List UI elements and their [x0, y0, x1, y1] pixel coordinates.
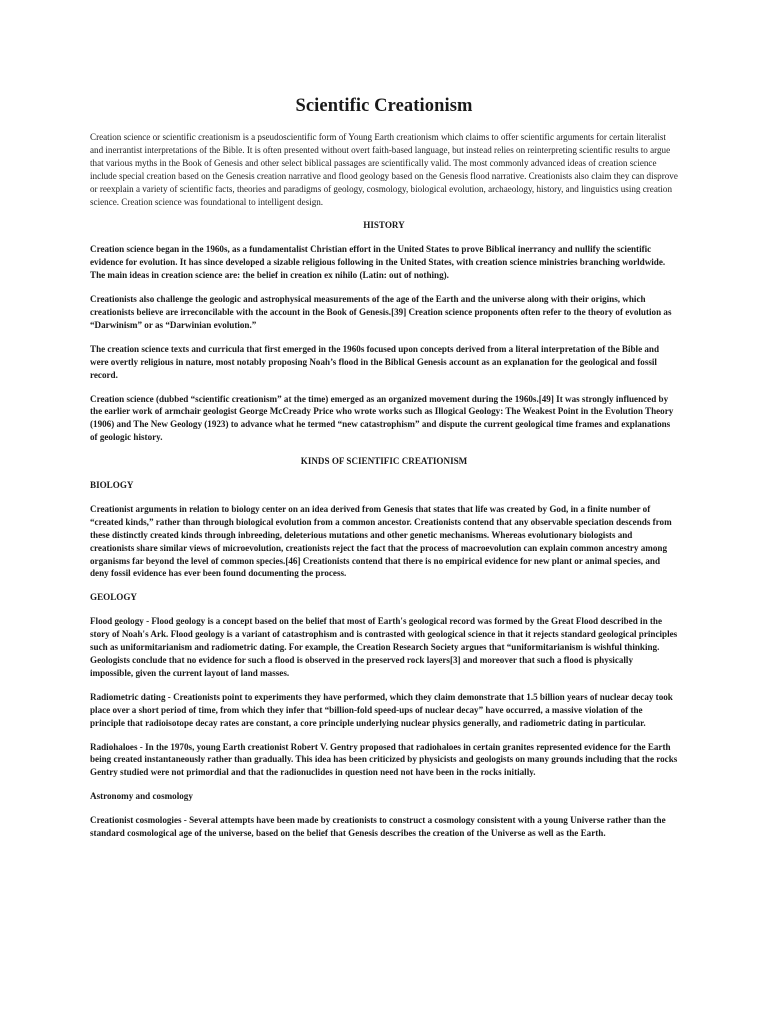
astronomy-heading: Astronomy and cosmology	[90, 791, 193, 802]
kinds-heading: KINDS OF SCIENTIFIC CREATIONISM	[300, 456, 468, 467]
geology-heading: GEOLOGY	[90, 592, 137, 603]
geology-paragraph: Radiohaloes - In the 1970s, young Earth creationist Robert V. Gentry proposed that radiohaloes in certain granites represented evidence for the Earth being created instantaneously rather than gradually. This idea has been criticized by physicists and geologists on many grounds including that the rocks Gentry studied were not primordial and that the radionuclides in question need not have been in the rocks initially.	[90, 741, 678, 778]
geology-paragraph: Flood geology - Flood geology is a concept based on the belief that most of Earth's geological record was formed by the Great Flood described in the story of Noah's Ark. Flood geology is a variant of catastrophism and is contrasted with geological science in that it rejects standard geological principles such as uniformitarianism and radiometric dating. For example, the Creation Research Society argues that “uniformitarianism is wishful thinking. Geologists conclude that no evidence for such a flood is observed in the preserved rock layers[3] and moreover that such a flood is physically impossible, given the current layout of land masses.	[90, 616, 678, 678]
biology-heading: BIOLOGY	[90, 480, 134, 491]
history-paragraph: Creation science (dubbed “scientific creationism” at the time) emerged as an organized movement during the 1960s.[49] It was strongly influenced by the earlier work of armchair geologist George McCready Price who wrote works such as Illogical Geology: The Weakest Point in the Evolution Theory (1906) and The New Geology (1923) to advance what he termed “new catastrophism” and dispute the current geological time frames and explanations of geologic history.	[90, 393, 674, 443]
history-paragraph: The creation science texts and curricula that first emerged in the 1960s focused upon concepts derived from a literal interpretation of the Bible and were overtly religious in nature, most notably proposing Noah’s flood in the Biblical Genesis account as an explanation for the geological and fossil record.	[90, 343, 660, 380]
intro-paragraph: Creation science or scientific creationism is a pseudoscientific form of Young Earth creationism which claims to offer scientific arguments for certain literalist and inerrantist interpretations of the Bible. It is often presented without overt faith-based language, but instead relies on reinterpreting scientific results to argue that various myths in the Book of Genesis and other select biblical passages are scientifically valid. The most commonly advanced ideas of creation science include special creation based on the Genesis creation narrative and flood geology based on the Genesis flood narrative. Creationists also claim they can disprove or reexplain a variety of scientific facts, theories and paradigms of geology, cosmology, biological evolution, archaeology, history, and linguistics using creation science. Creation science was foundational to intelligent design.	[90, 132, 678, 207]
document-body	[90, 96, 678, 851]
biology-paragraph: Creationist arguments in relation to biology center on an idea derived from Genesis that states that life was created by God, in a finite number of “created kinds,” rather than through biological evolution from a common ancestor. Creationists contend that any observable speciation descends from these distinctly created kinds through inbreeding, deleterious mutations and other genetic mechanisms. Whereas evolutionary biologists and creationists share similar views of microevolution, creationists reject the fact that the process of macroevolution can explain common ancestry among organisms far beyond the level of common species.[46] Creationists contend that there is no empirical evidence for new plant or animal species, and deny fossil evidence has ever been found documenting the process.	[90, 503, 672, 579]
astronomy-paragraph: Creationist cosmologies - Several attempts have been made by creationists to construct a cosmology consistent with a young Universe rather than the standard cosmological age of the universe, based on the belief that Genesis describes the creation of the Universe as well as the Earth.	[90, 815, 666, 839]
history-paragraph: Creationists also challenge the geologic and astrophysical measurements of the age of the Earth and the universe along with their origins, which creationists believe are irreconcilable with the account in the Book of Genesis.[39] Creation science proponents often refer to the theory of evolution as “Darwinism” or as “Darwinian evolution.”	[90, 294, 672, 330]
history-paragraph: Creation science began in the 1960s, as a fundamentalist Christian effort in the United States to prove Biblical inerrancy and nullify the scientific evidence for evolution. It has since developed a sizable religious following in the United States, with creation science ministries branching worldwide. The main ideas in creation science are: the belief in creation ex nihilo (Latin: out of nothing).	[90, 244, 666, 281]
history-heading: HISTORY	[363, 220, 405, 231]
page-title: Scientific Creationism	[295, 96, 473, 116]
geology-paragraph: Radiometric dating - Creationists point to experiments they have performed, which they claim demonstrate that 1.5 billion years of nuclear decay took place over a short period of time, from which they infer that “billion-fold speed-ups of nuclear decay” have occurred, a massive violation of the principle that radioisotope decay rates are constant, a core principle underlying nuclear physics generally, and radiometric dating in particular.	[90, 691, 673, 728]
